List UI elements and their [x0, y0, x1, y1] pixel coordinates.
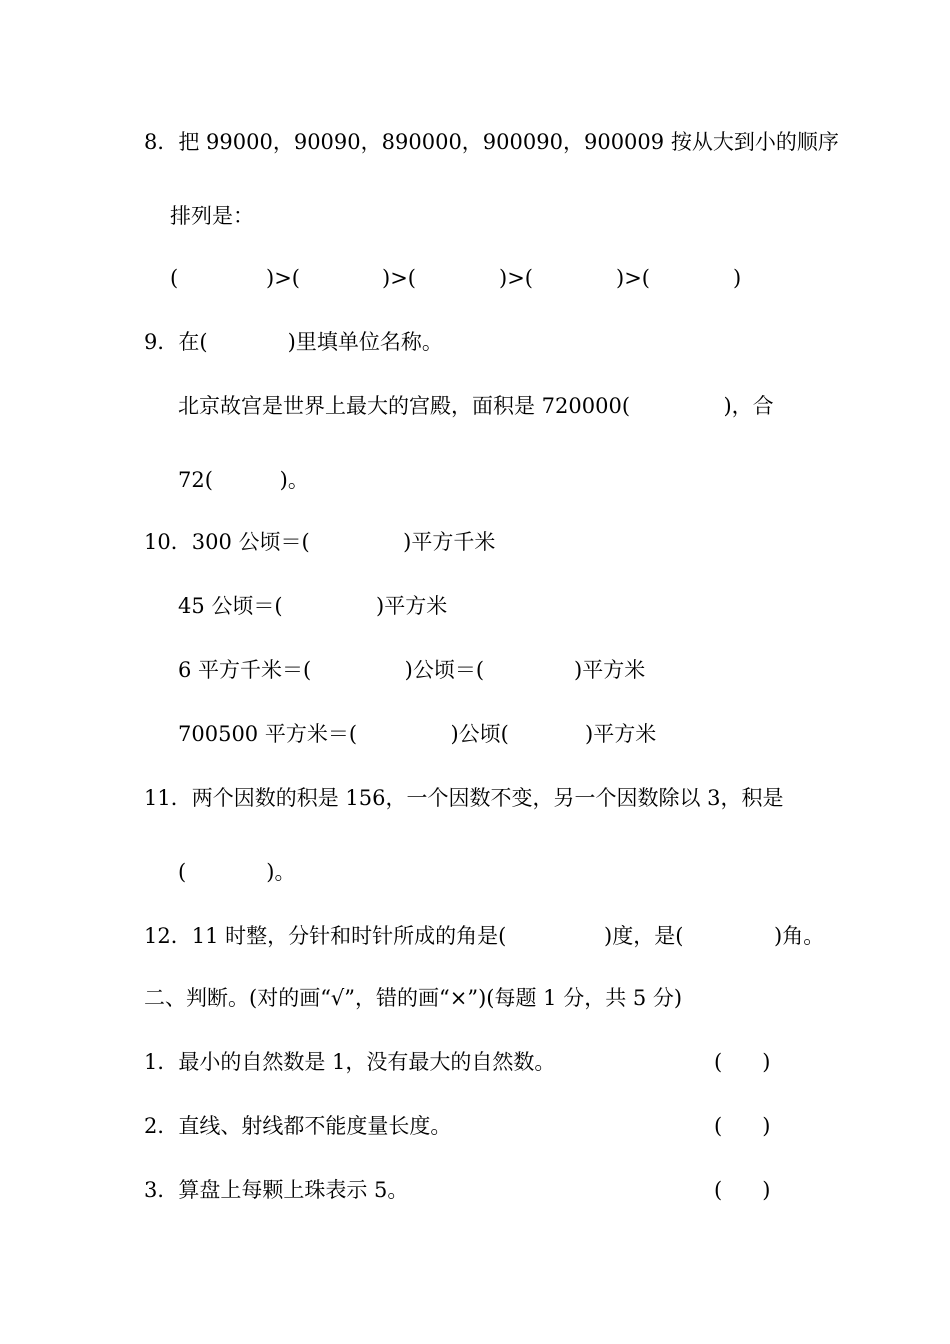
q12-part-c: )角。	[774, 924, 825, 948]
q11-line-2: ( )。	[178, 860, 296, 884]
q12-part-a: 12．11 时整，分针和时针所成的角是(	[144, 924, 507, 948]
q11-line-1: 11．两个因数的积是 156，一个因数不变，另一个因数除以 3，积是	[144, 786, 784, 810]
q10-line-3-part-b: )平方米	[574, 658, 646, 682]
judge-item-1-text: 1．最小的自然数是 1，没有最大的自然数。	[144, 1050, 556, 1074]
q10-line-4-part-b: )平方米	[585, 722, 657, 746]
q8-blank-sep-1[interactable]: )>(	[266, 266, 300, 290]
judge-item-2	[0, 1112, 950, 1140]
judge-item-1-answer[interactable]: ( )	[714, 1050, 771, 1074]
q10-line-3-part-a: 6 平方千米＝( )公顷＝(	[178, 658, 485, 682]
q12-part-b: )度，是(	[604, 924, 684, 948]
judge-item-3-answer[interactable]: ( )	[714, 1178, 771, 1202]
q10-line-4-part-a: 700500 平方米＝( )公顷(	[178, 722, 509, 746]
q8-blank-close[interactable]: )	[733, 266, 742, 290]
section-2-heading: 二、判断。(对的画“√”，错的画“×”)(每题 1 分，共 5 分)	[144, 986, 683, 1010]
judge-item-1	[0, 1048, 950, 1076]
q8-blank-sep-3[interactable]: )>(	[499, 266, 533, 290]
q8-blank-sep-4[interactable]: )>(	[616, 266, 650, 290]
judge-item-3-text: 3．算盘上每颗上珠表示 5。	[144, 1178, 409, 1202]
q8-line-2: 排列是：	[170, 204, 254, 228]
q8-line-1: 8．把 99000，90090，890000，900090，900009 按从大到小的顺序	[144, 130, 839, 154]
q12-line	[0, 922, 950, 950]
q10-line-1: 10．300 公顷＝( )平方千米	[144, 530, 496, 554]
q8-answer-row	[0, 264, 950, 292]
q8-blank-sep-2[interactable]: )>(	[382, 266, 416, 290]
q9-line-1: 9．在( )里填单位名称。	[144, 330, 443, 354]
q9-line-2: 北京故宫是世界上最大的宫殿，面积是 720000( )，合	[178, 394, 774, 418]
judge-item-2-answer[interactable]: ( )	[714, 1114, 771, 1138]
q10-line-4	[0, 720, 950, 748]
judge-item-3	[0, 1176, 950, 1204]
q9-line-3: 72( )。	[178, 468, 309, 492]
judge-item-2-text: 2．直线、射线都不能度量长度。	[144, 1114, 452, 1138]
q10-line-2: 45 公顷＝( )平方米	[178, 594, 448, 618]
q8-blank-open[interactable]: (	[170, 266, 179, 290]
q10-line-3	[0, 656, 950, 684]
